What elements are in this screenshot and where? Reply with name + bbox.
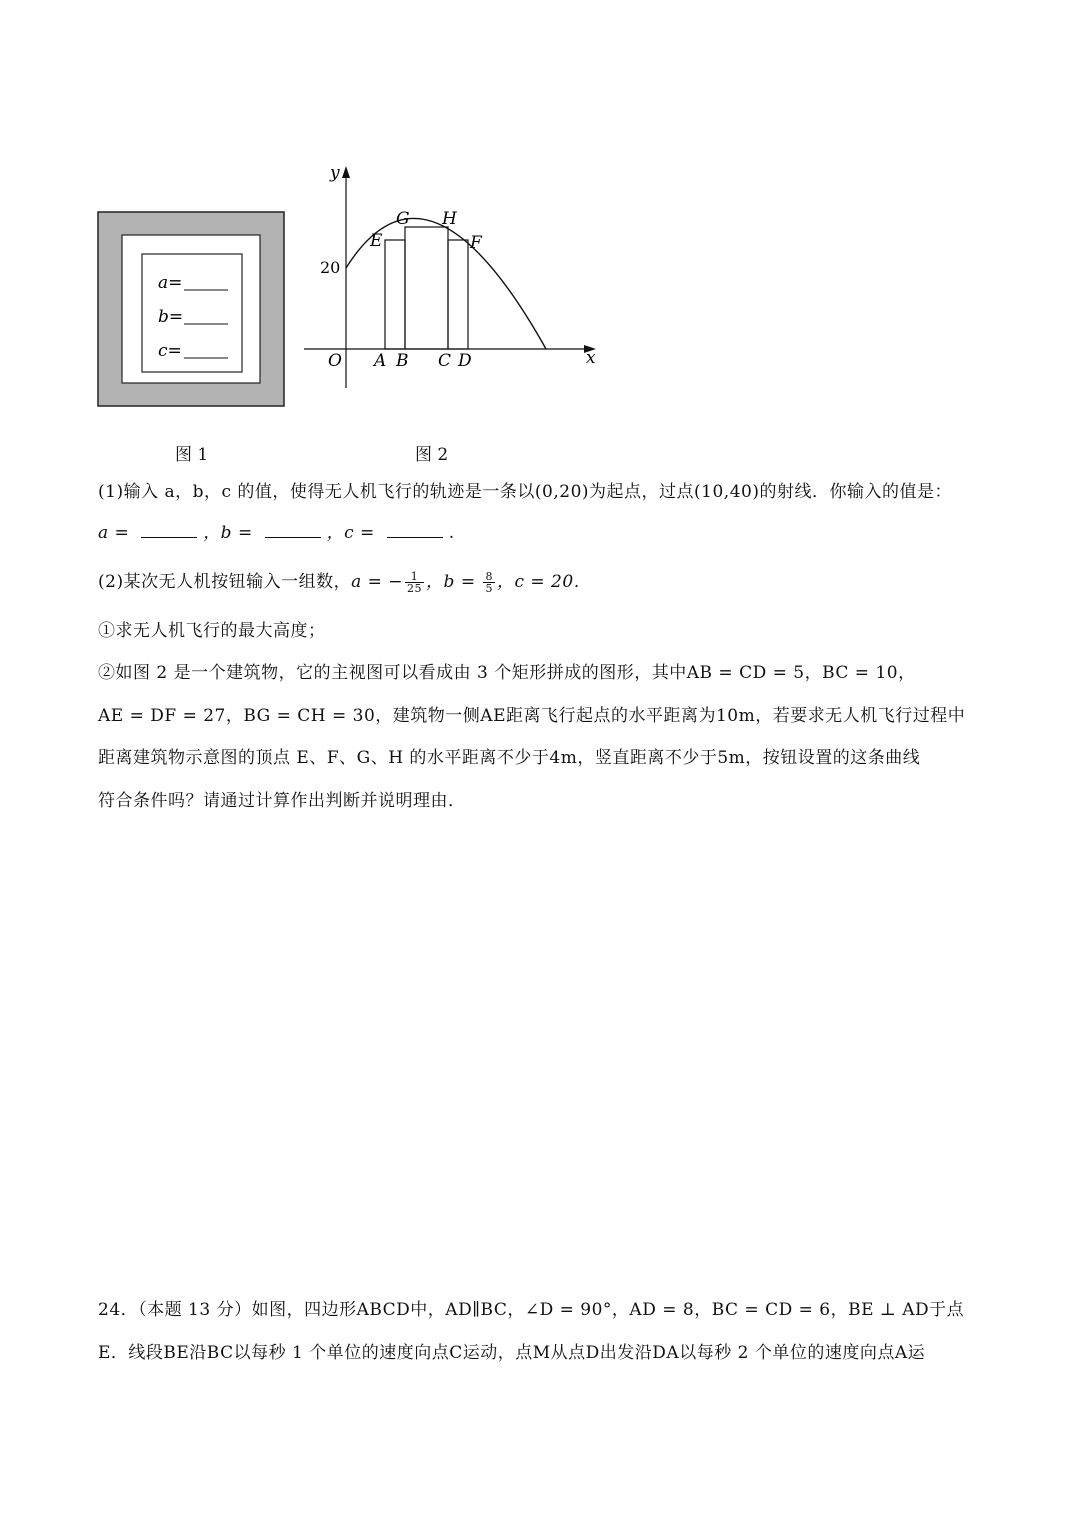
origin-label: O [328, 351, 342, 371]
figure-1 [96, 210, 290, 410]
sub-question-2-line-4: 符合条件吗？请通过计算作出判断并说明理由． [98, 791, 466, 811]
answer-a-label: a = [98, 523, 136, 543]
point-E: E [370, 231, 383, 251]
figure-2 [300, 158, 610, 398]
q2-b-denominator: 5 [485, 582, 493, 595]
y-axis-arrow [342, 166, 350, 178]
question-1-text: (1)输入 a，b，c 的值，使得无人机飞行的轨迹是一条以(0,20)为起点，过点(10,40)的射线．你输入的值是： [98, 482, 952, 502]
sub-question-2-line-1: ②如图 2 是一个建筑物，它的主视图可以看成由 3 个矩形拼成的图形，其中AB = CD = 5，BC = 10， [98, 663, 916, 683]
point-B: B [396, 351, 409, 371]
point-A: A [374, 351, 387, 371]
input-label-c: c= [158, 341, 182, 361]
answer-a-blank [141, 523, 197, 538]
answer-b-label: ，b = [203, 523, 259, 543]
answer-c-label: ，c = [326, 523, 381, 543]
q2-b: ，b = [426, 572, 482, 592]
q2-a: a = − [351, 572, 404, 592]
building-left [385, 240, 405, 349]
question-24-line-1: 24．（本题 13 分）如图，四边形ABCD中，AD∥BC，∠D = 90°，AD = 8，BC = CD = 6，BE ⊥ AD于点 [98, 1300, 965, 1320]
inner-panel [142, 254, 242, 372]
question-2-text [98, 566, 591, 598]
q2-b-numerator: 8 [485, 570, 493, 583]
point-H: H [442, 209, 457, 229]
x-axis-label: x [586, 348, 596, 368]
building-right [448, 240, 468, 349]
q2-c: ，c = 20． [496, 572, 592, 592]
point-C: C [438, 351, 452, 371]
y-axis-label: y [330, 163, 340, 183]
sub-question-2-line-3: 距离建筑物示意图的顶点 E、F、G、H 的水平距离不少于4m，竖直距离不少于5m，按钮设置的这条曲线 [98, 748, 921, 768]
q2-intro: (2)某次无人机按钮输入一组数， [98, 572, 352, 592]
y-tick-20: 20 [320, 258, 341, 277]
q2-a-fraction [405, 571, 424, 594]
sub-question-1: ①求无人机飞行的最大高度； [98, 621, 326, 641]
sub-question-2-line-2: AE = DF = 27，BG = CH = 30，建筑物一侧AE距离飞行起点的水平距离为10m，若要求无人机飞行过程中 [98, 706, 966, 726]
input-label-b: b= [158, 307, 184, 327]
answer-end: . [448, 523, 455, 543]
point-G: G [396, 209, 410, 229]
figure-2-caption: 图 2 [415, 445, 449, 465]
answer-c-blank [387, 523, 443, 538]
q2-a-denominator: 25 [407, 582, 423, 595]
figure-1-caption: 图 1 [175, 445, 209, 465]
question-24-line-2: E．线段BE沿BC以每秒 1 个单位的速度向点C运动，点M从点D出发沿DA以每秒 2 个单位的速度向点A运 [98, 1343, 926, 1363]
answer-b-blank [265, 523, 321, 538]
building-middle [405, 227, 448, 349]
point-D: D [458, 351, 472, 371]
input-label-a: a= [158, 273, 183, 293]
q2-a-numerator: 1 [405, 571, 424, 583]
q2-b-fraction [483, 571, 495, 594]
question-1-answers [98, 521, 455, 545]
point-F: F [470, 233, 482, 253]
